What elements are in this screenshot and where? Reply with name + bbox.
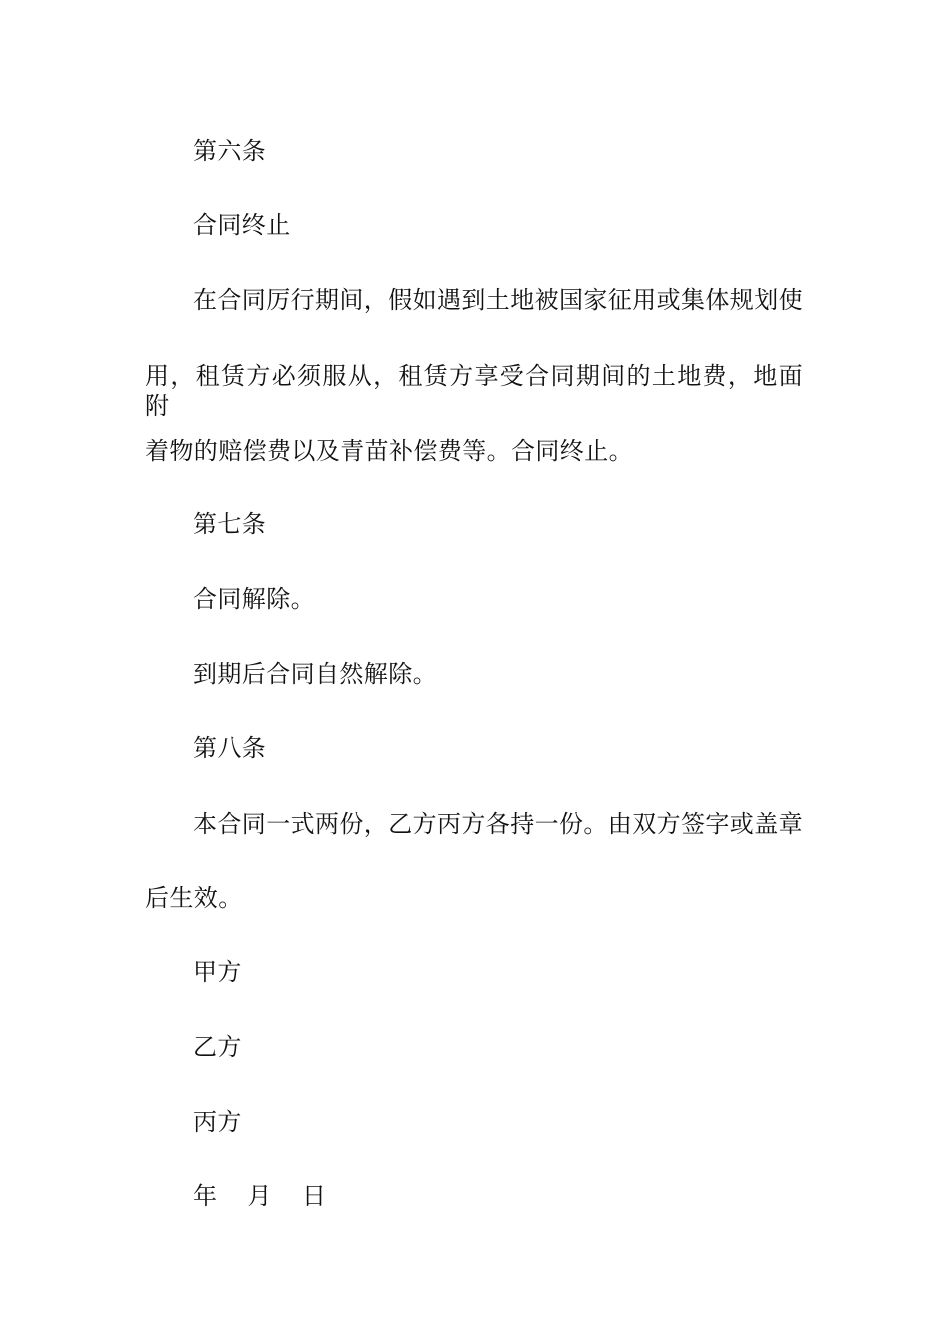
date-month-label: 月 <box>247 1182 272 1210</box>
article-6-title: 合同终止 <box>193 211 291 239</box>
party-a-label: 甲方 <box>193 958 242 986</box>
date-year-label: 年 <box>193 1182 218 1210</box>
article-7-heading: 第七条 <box>193 510 267 538</box>
date-line <box>193 1181 858 1211</box>
date-day-label: 日 <box>301 1182 327 1210</box>
article-6-paragraph-line-2: 用，租赁方必须服从，租赁方享受合同期间的土地费，地面附 <box>145 362 803 420</box>
article-6-heading: 第六条 <box>193 137 267 165</box>
article-6-paragraph-line-1: 在合同厉行期间，假如遇到土地被国家征用或集体规划使 <box>193 286 803 314</box>
article-6-paragraph-line-3: 着物的赔偿费以及青苗补偿费等。合同终止。 <box>145 437 633 465</box>
article-7-title: 合同解除。 <box>193 585 315 613</box>
article-7-paragraph: 到期后合同自然解除。 <box>193 660 437 688</box>
article-8-paragraph-line-1: 本合同一式两份，乙方丙方各持一份。由双方签字或盖章 <box>193 810 803 838</box>
article-8-heading: 第八条 <box>193 734 267 762</box>
party-c-label: 丙方 <box>193 1108 242 1136</box>
party-b-label: 乙方 <box>193 1033 242 1061</box>
article-8-paragraph-line-2: 后生效。 <box>145 884 243 912</box>
